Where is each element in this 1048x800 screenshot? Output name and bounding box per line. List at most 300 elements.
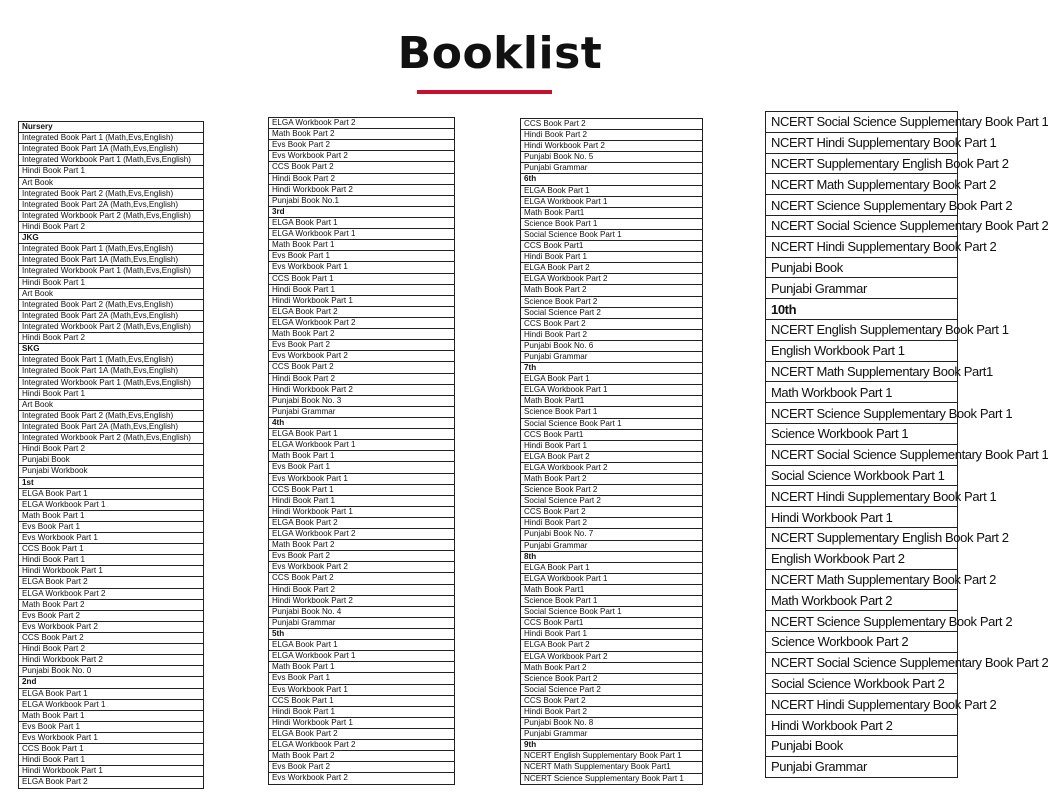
book-title: ELGA Workbook Part 1 (521, 385, 703, 396)
book-row (19, 777, 204, 788)
book-row (19, 599, 204, 610)
book-title: Evs Workbook Part 1 (269, 262, 455, 273)
book-row (521, 241, 703, 252)
book-row (269, 662, 455, 673)
book-row (766, 590, 958, 611)
book-title: NCERT Science Supplementary Book Part 2 (766, 611, 958, 632)
book-row (19, 377, 204, 388)
book-title: Hindi Book Part 1 (19, 388, 204, 399)
book-title: NCERT Science Supplementary Book Part 1 (766, 403, 958, 424)
page-title: Booklist (397, 28, 603, 79)
book-row (269, 429, 455, 440)
book-row (269, 329, 455, 340)
book-title: Hindi Book Part 2 (521, 329, 703, 340)
book-title: CCS Book Part1 (521, 241, 703, 252)
book-row (766, 465, 958, 486)
book-row (521, 607, 703, 618)
book-title: NCERT Supplementary English Book Part 2 (766, 527, 958, 548)
book-row (766, 423, 958, 444)
book-title: Math Workbook Part 1 (766, 382, 958, 403)
book-title: Math Book Part 1 (19, 510, 204, 521)
book-title: ELGA Book Part 2 (269, 306, 455, 317)
book-row (19, 144, 204, 155)
book-row (521, 673, 703, 684)
book-row (19, 399, 204, 410)
book-row (766, 507, 958, 528)
book-title: Math Book Part 2 (19, 599, 204, 610)
book-title: Punjabi Workbook (19, 466, 204, 477)
book-row (19, 466, 204, 477)
book-row (521, 618, 703, 629)
book-title: ELGA Book Part 1 (19, 688, 204, 699)
book-title: ELGA Book Part 2 (269, 729, 455, 740)
class-heading: 9th (521, 740, 703, 751)
book-title: Art Book (19, 288, 204, 299)
book-row (521, 396, 703, 407)
book-row (521, 729, 703, 740)
book-row (766, 174, 958, 195)
book-row (19, 699, 204, 710)
book-title: Hindi Book Part 2 (19, 444, 204, 455)
book-row (521, 296, 703, 307)
book-row (19, 621, 204, 632)
book-title: Social Science Part 2 (521, 307, 703, 318)
book-title: ELGA Book Part 2 (269, 517, 455, 528)
book-row (269, 640, 455, 651)
book-row (766, 382, 958, 403)
book-title: Math Book Part1 (521, 207, 703, 218)
book-title: Evs Book Part 2 (269, 140, 455, 151)
book-title: NCERT English Supplementary Book Part 1 (766, 319, 958, 340)
book-title: Integrated Book Part 1A (Math,Evs,English) (19, 144, 204, 155)
book-row (19, 655, 204, 666)
book-row (269, 395, 455, 406)
book-row (269, 162, 455, 173)
book-row (19, 644, 204, 655)
book-row (19, 310, 204, 321)
book-title: ELGA Workbook Part 2 (19, 588, 204, 599)
book-row (269, 517, 455, 528)
book-row (521, 351, 703, 362)
book-title: ELGA Book Part 2 (19, 777, 204, 788)
book-title: Math Book Part 1 (19, 710, 204, 721)
book-row (269, 273, 455, 284)
class-heading: 5th (269, 629, 455, 640)
class-heading: SKG (19, 344, 204, 355)
book-title: Science Book Part 2 (521, 673, 703, 684)
book-row (269, 340, 455, 351)
book-title: Integrated Book Part 2A (Math,Evs,English) (19, 199, 204, 210)
book-row (521, 185, 703, 196)
book-row (269, 306, 455, 317)
book-title: ELGA Workbook Part 2 (269, 529, 455, 540)
book-title: Punjabi Book No. 7 (521, 529, 703, 540)
book-title: NCERT Supplementary English Book Part 2 (766, 153, 958, 174)
book-title: Hindi Book Part 1 (19, 166, 204, 177)
book-title: Math Book Part 2 (521, 474, 703, 485)
book-row (269, 540, 455, 551)
book-row (19, 166, 204, 177)
book-row (521, 152, 703, 163)
book-row (269, 295, 455, 306)
book-row (19, 544, 204, 555)
book-title: Integrated Workbook Part 1 (Math,Evs,English) (19, 377, 204, 388)
book-title: CCS Book Part1 (521, 618, 703, 629)
book-title: CCS Book Part 2 (269, 162, 455, 173)
book-title: NCERT Math Supplementary Book Part 2 (766, 569, 958, 590)
book-row (269, 673, 455, 684)
book-row (521, 651, 703, 662)
book-title: CCS Book Part 2 (521, 507, 703, 518)
book-title: Integrated Workbook Part 2 (Math,Evs,English) (19, 433, 204, 444)
book-row (269, 195, 455, 206)
book-title: ELGA Workbook Part 2 (521, 651, 703, 662)
book-title: Integrated Workbook Part 1 (Math,Evs,English) (19, 155, 204, 166)
book-title: Hindi Book Part 1 (521, 252, 703, 263)
book-title: NCERT Social Science Supplementary Book Part 2 (766, 652, 958, 673)
book-title: Science Book Part 2 (521, 485, 703, 496)
book-title: Social Science Book Part 1 (521, 229, 703, 240)
book-row (19, 455, 204, 466)
book-row (269, 462, 455, 473)
book-title: Hindi Book Part 2 (521, 518, 703, 529)
book-row (269, 151, 455, 162)
book-row (521, 540, 703, 551)
book-title: Math Book Part 2 (269, 129, 455, 140)
book-title: NCERT English Supplementary Book Part 1 (521, 751, 703, 762)
book-row (19, 666, 204, 677)
book-row (521, 695, 703, 706)
book-title: Hindi Workbook Part 1 (19, 766, 204, 777)
book-title: NCERT Science Supplementary Book Part 1 (521, 773, 703, 784)
book-title: NCERT Math Supplementary Book Part1 (521, 762, 703, 773)
book-row (19, 155, 204, 166)
book-row (19, 244, 204, 255)
book-row (269, 695, 455, 706)
book-title: Hindi Workbook Part 2 (521, 141, 703, 152)
book-row (19, 421, 204, 432)
book-title: CCS Book Part 1 (19, 744, 204, 755)
book-row (521, 374, 703, 385)
book-title: Science Book Part 1 (521, 596, 703, 607)
book-title: Evs Workbook Part 2 (269, 151, 455, 162)
book-row (19, 733, 204, 744)
book-row (521, 340, 703, 351)
class-heading: 7th (521, 363, 703, 374)
book-title: NCERT Math Supplementary Book Part1 (766, 361, 958, 382)
book-title: Integrated Book Part 1A (Math,Evs,English) (19, 255, 204, 266)
class-heading-row (521, 363, 703, 374)
book-row (269, 217, 455, 228)
book-row (521, 640, 703, 651)
class-heading-row (269, 206, 455, 217)
book-title: Evs Workbook Part 2 (269, 773, 455, 784)
book-row (521, 662, 703, 673)
book-title: Math Book Part1 (521, 584, 703, 595)
class-heading: JKG (19, 233, 204, 244)
book-title: CCS Book Part 1 (269, 273, 455, 284)
book-title: Hindi Book Part 1 (521, 629, 703, 640)
book-title: Integrated Book Part 2A (Math,Evs,English) (19, 310, 204, 321)
book-row (766, 548, 958, 569)
book-row (269, 251, 455, 262)
book-title: Hindi Workbook Part 2 (269, 384, 455, 395)
class-heading-row (19, 233, 204, 244)
book-title: NCERT Hindi Supplementary Book Part 1 (766, 486, 958, 507)
book-row (521, 529, 703, 540)
book-title: Hindi Book Part 1 (19, 755, 204, 766)
book-row (521, 229, 703, 240)
book-title: Social Science Workbook Part 1 (766, 465, 958, 486)
book-title: ELGA Book Part 1 (269, 217, 455, 228)
book-title: Evs Book Part 2 (269, 551, 455, 562)
book-title: Punjabi Book (766, 257, 958, 278)
book-title: Art Book (19, 177, 204, 188)
book-row (269, 406, 455, 417)
book-row (269, 651, 455, 662)
book-row (19, 321, 204, 332)
book-title: NCERT Science Supplementary Book Part 2 (766, 195, 958, 216)
book-title: English Workbook Part 2 (766, 548, 958, 569)
book-row (766, 361, 958, 382)
book-row (19, 133, 204, 144)
book-title: Punjabi Book No. 0 (19, 666, 204, 677)
book-row (766, 319, 958, 340)
book-title: Evs Book Part 2 (269, 340, 455, 351)
book-title: Evs Workbook Part 2 (269, 351, 455, 362)
book-row (766, 236, 958, 257)
book-title: Punjabi Book No. 8 (521, 718, 703, 729)
book-row (19, 521, 204, 532)
book-title: Integrated Book Part 2 (Math,Evs,English) (19, 410, 204, 421)
book-title: Hindi Book Part 2 (269, 584, 455, 595)
book-row (521, 584, 703, 595)
book-row (19, 499, 204, 510)
book-title: ELGA Workbook Part 2 (269, 118, 455, 129)
book-row (766, 569, 958, 590)
book-title: Integrated Book Part 1 (Math,Evs,English) (19, 244, 204, 255)
book-row (269, 484, 455, 495)
book-row (19, 633, 204, 644)
book-row (19, 566, 204, 577)
book-title: NCERT Hindi Supplementary Book Part 1 (766, 132, 958, 153)
book-row (269, 717, 455, 728)
book-row (269, 384, 455, 395)
book-row (19, 266, 204, 277)
book-row (19, 299, 204, 310)
book-title: ELGA Workbook Part 1 (269, 229, 455, 240)
book-row (269, 262, 455, 273)
book-title: NCERT Social Science Supplementary Book Part 2 (766, 215, 958, 236)
book-row (19, 355, 204, 366)
book-title: Social Science Workbook Part 2 (766, 673, 958, 694)
book-title: CCS Book Part1 (521, 429, 703, 440)
book-title: Science Workbook Part 1 (766, 423, 958, 444)
book-title: Punjabi Grammar (521, 163, 703, 174)
book-row (521, 451, 703, 462)
book-title: Hindi Book Part 2 (269, 373, 455, 384)
book-title: NCERT Math Supplementary Book Part 2 (766, 174, 958, 195)
book-row (521, 596, 703, 607)
book-title: Hindi Book Part 2 (19, 644, 204, 655)
book-row (19, 433, 204, 444)
booklist-column-3 (520, 118, 703, 785)
book-row (269, 317, 455, 328)
book-row (269, 351, 455, 362)
book-title: Hindi Workbook Part 1 (766, 507, 958, 528)
book-title: Hindi Workbook Part 2 (269, 184, 455, 195)
book-row (19, 388, 204, 399)
book-title: Evs Book Part 1 (19, 721, 204, 732)
book-title: ELGA Book Part 1 (269, 640, 455, 651)
class-heading: 8th (521, 551, 703, 562)
book-row (19, 366, 204, 377)
book-title: CCS Book Part 1 (269, 695, 455, 706)
book-row (521, 474, 703, 485)
book-title: Math Workbook Part 2 (766, 590, 958, 611)
book-row (19, 721, 204, 732)
book-row (19, 188, 204, 199)
book-row (521, 562, 703, 573)
book-title: Evs Book Part 1 (19, 521, 204, 532)
book-title: Punjabi Book No. 4 (269, 606, 455, 617)
book-title: ELGA Book Part 1 (521, 185, 703, 196)
book-row (269, 440, 455, 451)
book-row (521, 485, 703, 496)
book-row (766, 444, 958, 465)
book-row (19, 710, 204, 721)
book-row (269, 240, 455, 251)
book-title: Punjabi Book (766, 735, 958, 756)
book-title: NCERT Social Science Supplementary Book Part 1 (766, 444, 958, 465)
book-row (269, 284, 455, 295)
book-row (19, 688, 204, 699)
book-title: ELGA Book Part 2 (19, 577, 204, 588)
book-row (521, 252, 703, 263)
book-row (521, 718, 703, 729)
book-title: Hindi Book Part 1 (19, 277, 204, 288)
book-row (766, 694, 958, 715)
book-title: ELGA Workbook Part 2 (269, 740, 455, 751)
book-title: Integrated Book Part 2A (Math,Evs,English) (19, 421, 204, 432)
book-title: ELGA Workbook Part 1 (521, 573, 703, 584)
title-underline (417, 90, 552, 94)
book-title: Integrated Workbook Part 2 (Math,Evs,English) (19, 321, 204, 332)
book-title: ELGA Book Part 1 (521, 562, 703, 573)
book-row (766, 631, 958, 652)
book-row (521, 684, 703, 695)
book-title: Punjabi Book No. 6 (521, 340, 703, 351)
book-row (766, 735, 958, 756)
book-title: Punjabi Grammar (521, 351, 703, 362)
book-row (766, 112, 958, 133)
book-title: Social Science Part 2 (521, 496, 703, 507)
book-row (521, 629, 703, 640)
book-row (521, 307, 703, 318)
book-row (521, 263, 703, 274)
book-row (19, 488, 204, 499)
class-heading-row (19, 122, 204, 133)
book-row (269, 473, 455, 484)
book-row (521, 751, 703, 762)
book-title: Evs Workbook Part 1 (19, 533, 204, 544)
book-row (269, 573, 455, 584)
book-row (766, 278, 958, 299)
book-title: Punjabi Grammar (766, 756, 958, 777)
book-row (766, 527, 958, 548)
book-row (269, 495, 455, 506)
book-row (269, 706, 455, 717)
book-row (19, 610, 204, 621)
book-row (766, 195, 958, 216)
book-title: CCS Book Part 2 (521, 318, 703, 329)
book-title: Evs Workbook Part 2 (269, 562, 455, 573)
book-row (269, 595, 455, 606)
book-title: Math Book Part 1 (269, 451, 455, 462)
book-title: Evs Workbook Part 1 (19, 733, 204, 744)
book-row (19, 555, 204, 566)
book-title: Integrated Book Part 1 (Math,Evs,English) (19, 133, 204, 144)
book-title: ELGA Workbook Part 1 (19, 699, 204, 710)
book-row (269, 684, 455, 695)
book-row (19, 755, 204, 766)
class-heading-row (19, 477, 204, 488)
class-heading: 6th (521, 174, 703, 185)
book-title: Hindi Book Part 1 (269, 706, 455, 717)
book-row (19, 221, 204, 232)
book-row (269, 184, 455, 195)
book-title: Science Workbook Part 2 (766, 631, 958, 652)
class-heading-row (269, 417, 455, 428)
book-title: Integrated Workbook Part 1 (Math,Evs,English) (19, 266, 204, 277)
book-title: ELGA Workbook Part 2 (521, 462, 703, 473)
book-row (766, 153, 958, 174)
book-row (521, 496, 703, 507)
class-heading-row (521, 551, 703, 562)
class-heading: 1st (19, 477, 204, 488)
book-row (19, 255, 204, 266)
book-title: CCS Book Part 2 (521, 695, 703, 706)
book-row (521, 119, 703, 130)
book-row (521, 462, 703, 473)
book-row (521, 429, 703, 440)
book-title: English Workbook Part 1 (766, 340, 958, 361)
book-title: Integrated Book Part 2 (Math,Evs,English) (19, 188, 204, 199)
book-row (521, 285, 703, 296)
book-title: ELGA Book Part 1 (269, 429, 455, 440)
book-title: Hindi Book Part 1 (19, 555, 204, 566)
book-row (269, 451, 455, 462)
book-row (269, 606, 455, 617)
book-title: Punjabi Grammar (521, 729, 703, 740)
class-heading-row (766, 299, 958, 320)
book-title: Math Book Part 2 (521, 285, 703, 296)
book-row (269, 118, 455, 129)
book-row (19, 277, 204, 288)
book-row (521, 762, 703, 773)
book-title: Evs Workbook Part 2 (19, 621, 204, 632)
class-heading-row (19, 344, 204, 355)
book-title: CCS Book Part 2 (521, 119, 703, 130)
book-title: Evs Book Part 2 (19, 610, 204, 621)
booklist-column-2 (268, 117, 455, 785)
book-title: Social Science Book Part 1 (521, 607, 703, 618)
book-title: ELGA Book Part 2 (521, 640, 703, 651)
book-title: Hindi Workbook Part 1 (19, 566, 204, 577)
book-title: Evs Book Part 1 (269, 462, 455, 473)
book-title: Hindi Book Part 1 (269, 284, 455, 295)
book-row (269, 617, 455, 628)
